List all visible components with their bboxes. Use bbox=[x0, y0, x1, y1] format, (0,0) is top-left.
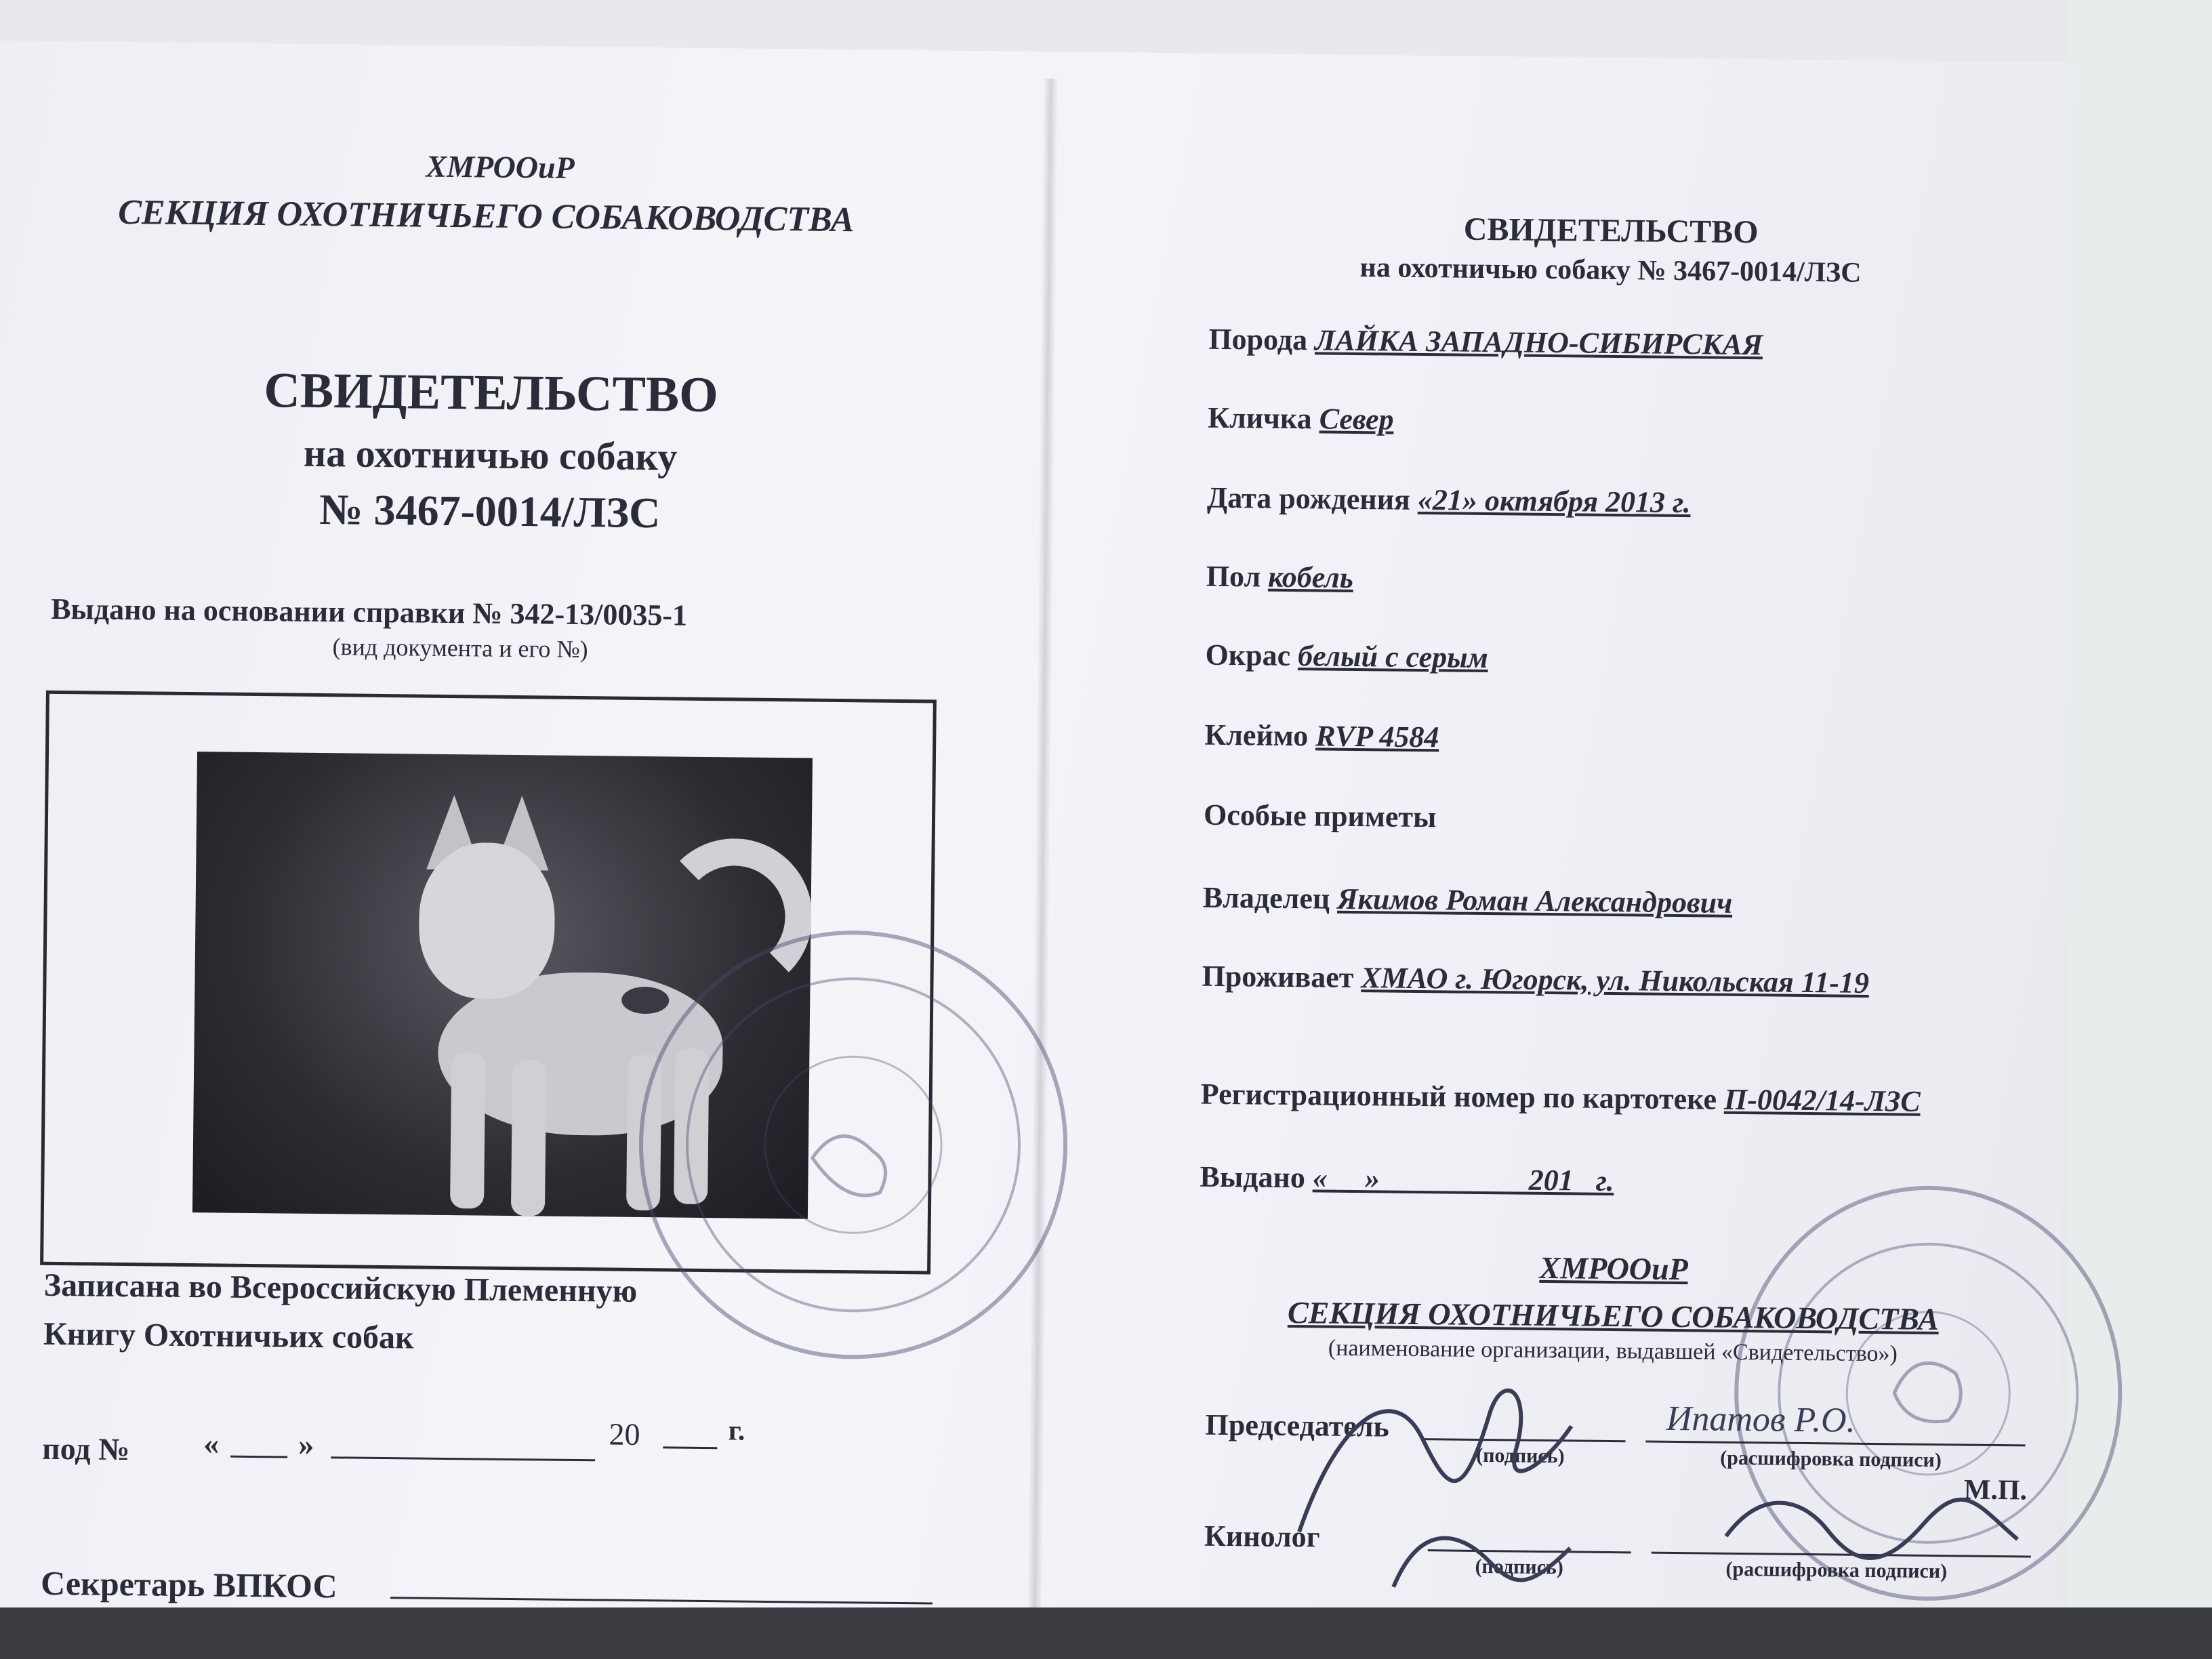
date-open-quote: « bbox=[203, 1426, 220, 1461]
dog-leg bbox=[450, 1052, 485, 1209]
field-label: Окрас bbox=[1205, 638, 1291, 672]
year-blank bbox=[663, 1446, 717, 1449]
field-value: белый с серым bbox=[1297, 639, 1489, 675]
left-subtitle: на охотничью собаку bbox=[303, 430, 678, 479]
field-value: Север bbox=[1319, 402, 1394, 436]
table-edge bbox=[0, 1607, 2212, 1659]
issued-basis-hint: (вид документа и его №) bbox=[332, 633, 588, 663]
field-breed bbox=[1208, 322, 1763, 363]
issued-basis: Выдано на основании справки № 342-13/0035-1 bbox=[50, 592, 688, 632]
round-stamp-left bbox=[637, 928, 1070, 1361]
chairman-decode-handwritten: Ипатов Р.О. bbox=[1666, 1399, 1856, 1440]
cynologist-sign-hint: (подпись) bbox=[1475, 1555, 1564, 1579]
issuer-org-name: ХМРООиР bbox=[1539, 1250, 1689, 1287]
field-label: Особые приметы bbox=[1203, 798, 1437, 834]
left-org-name: ХМРООиР bbox=[426, 148, 575, 185]
field-value: ЛАЙКА ЗАПАДНО-СИБИРСКАЯ bbox=[1314, 323, 1763, 362]
field-label: Владелец bbox=[1202, 880, 1330, 916]
field-birth-date bbox=[1207, 480, 1691, 520]
field-special-marks bbox=[1204, 798, 1437, 835]
field-value: « » 201 г. bbox=[1312, 1161, 1614, 1198]
field-owner bbox=[1203, 880, 1733, 920]
field-label: Клеймо bbox=[1204, 718, 1309, 753]
right-title: СВИДЕТЕЛЬСТВО bbox=[1463, 211, 1759, 251]
field-label: Выдано bbox=[1200, 1160, 1306, 1195]
field-issued-date bbox=[1200, 1160, 1614, 1198]
field-value: кобель bbox=[1267, 560, 1354, 594]
year-suffix: г. bbox=[728, 1415, 745, 1447]
field-label: Кличка bbox=[1208, 401, 1312, 436]
field-brand bbox=[1204, 718, 1439, 755]
left-title: СВИДЕТЕЛЬСТВО bbox=[264, 363, 719, 424]
cynologist-label: Кинолог bbox=[1204, 1519, 1320, 1554]
field-name bbox=[1208, 401, 1394, 437]
chairman-decode-hint: (расшифровка подписи) bbox=[1720, 1446, 1942, 1472]
center-fold bbox=[1027, 79, 1059, 1631]
dog-leg bbox=[511, 1060, 546, 1216]
issuer-hint: (наименование организации, выдавшей «Свидетельство») bbox=[1328, 1335, 1898, 1367]
chairman-signature bbox=[1285, 1328, 1626, 1616]
cynologist-decode-signature bbox=[1719, 1475, 2032, 1601]
field-value: «21» октября 2013 г. bbox=[1417, 483, 1691, 520]
registered-line2: Книгу Охотничьих собак bbox=[43, 1315, 415, 1356]
certificate-sheet bbox=[0, 41, 2074, 1635]
chairman-label: Председатель bbox=[1205, 1408, 1390, 1443]
registered-line1: Записана во Всероссийскую Племенную bbox=[43, 1267, 638, 1309]
cynologist-decode-hint: (расшифровка подписи) bbox=[1725, 1557, 1948, 1583]
field-label: Проживает bbox=[1202, 959, 1354, 994]
seal-place-label: М.П. bbox=[1963, 1474, 2028, 1507]
field-registry-number bbox=[1201, 1077, 1921, 1119]
field-value: ХМАО г. Югорск, ул. Никольская 11-19 bbox=[1361, 961, 1870, 1000]
left-section-name: СЕКЦИЯ ОХОТНИЧЬЕГО СОБАКОВОДСТВА bbox=[117, 192, 855, 240]
field-value: П-0042/14-ЛЗС bbox=[1723, 1082, 1921, 1118]
secretary-label: Секретарь ВПКОС bbox=[40, 1563, 337, 1605]
secretary-signature-line bbox=[390, 1597, 933, 1604]
field-label: Дата рождения bbox=[1206, 480, 1411, 516]
date-close-quote: » bbox=[298, 1427, 314, 1462]
under-no-label: под № bbox=[41, 1431, 130, 1467]
field-residence bbox=[1202, 959, 1869, 1000]
field-color bbox=[1205, 638, 1488, 675]
month-blank bbox=[331, 1456, 595, 1461]
field-label: Пол bbox=[1206, 559, 1261, 594]
field-value: RVP 4584 bbox=[1315, 719, 1439, 754]
day-blank bbox=[230, 1456, 287, 1458]
field-label: Регистрационный номер по картотеке bbox=[1200, 1077, 1717, 1116]
left-number: № 3467-0014/ЛЗС bbox=[319, 485, 661, 537]
chairman-sign-hint: (подпись) bbox=[1476, 1443, 1565, 1468]
field-sex bbox=[1206, 559, 1354, 595]
dog-head bbox=[418, 842, 555, 1000]
stamp-left-graphic bbox=[641, 933, 1065, 1357]
field-label: Порода bbox=[1208, 322, 1308, 357]
field-value: Якимов Роман Александрович bbox=[1336, 882, 1733, 920]
issuer-section: СЕКЦИЯ ОХОТНИЧЬЕГО СОБАКОВОДСТВА bbox=[1287, 1295, 1940, 1337]
right-subtitle: на охотничью собаку № 3467-0014/ЛЗС bbox=[1359, 252, 1862, 289]
year-prefix: 20 bbox=[609, 1416, 640, 1452]
